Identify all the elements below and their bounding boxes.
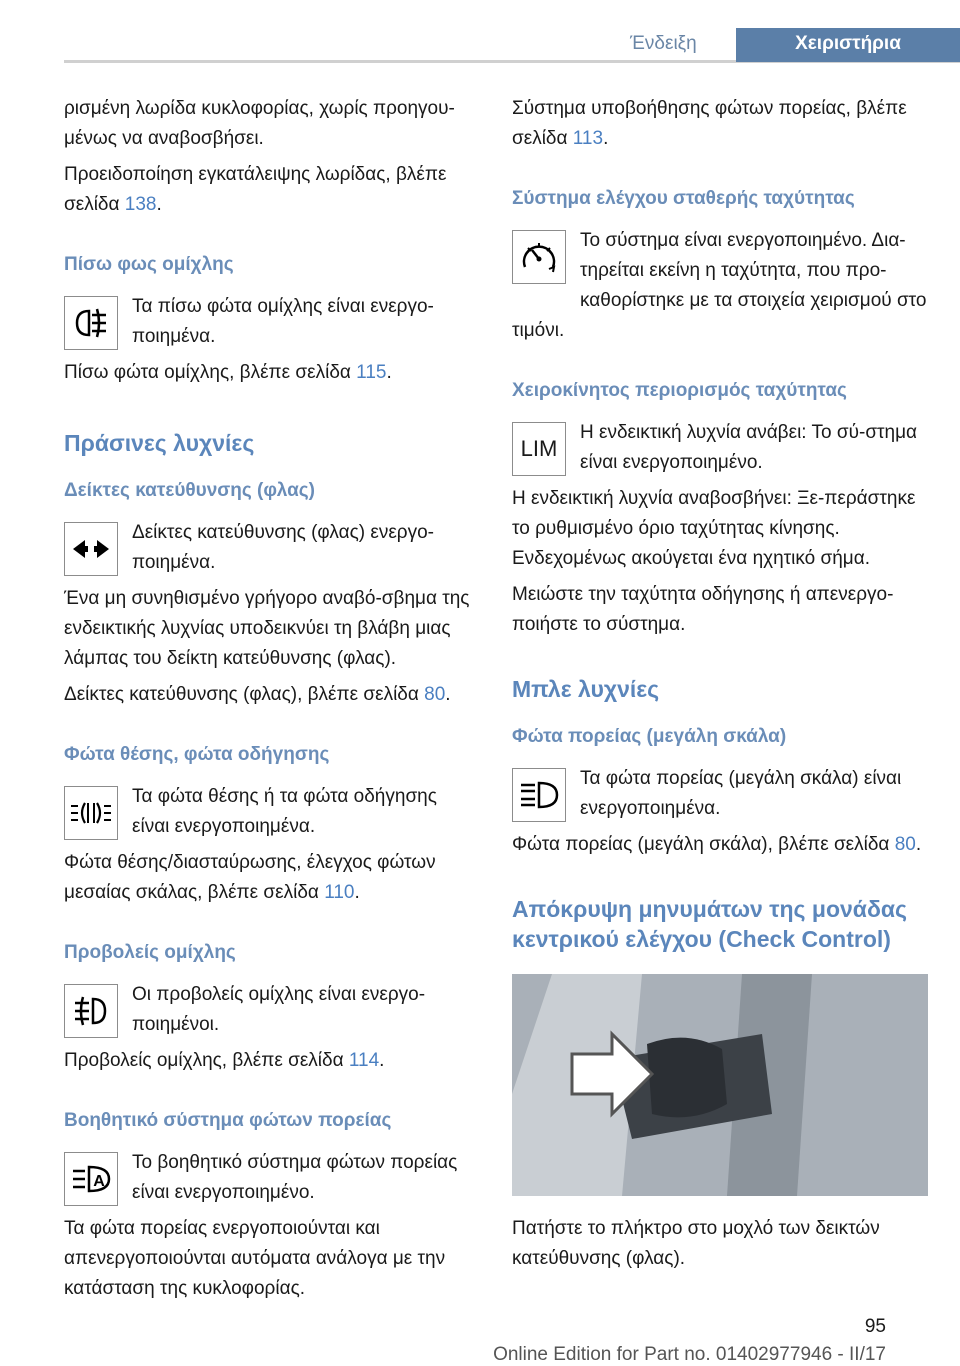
paragraph: Μειώστε την ταχύτητα οδήγησης ή απενεργο-ποιήστε το σύστημα. <box>512 584 894 635</box>
paragraph: Η ενδεικτική λυχνία ανάβει: Το σύ-στημα είναι ενεργοποιημένο. <box>580 422 918 473</box>
cruise-control-icon <box>512 230 566 284</box>
paragraph: ρισμένη λωρίδα κυκλοφορίας, χωρίς προηγου-μένως να αναβοσβήσει. <box>64 98 455 149</box>
paragraph: Πίσω φώτα ομίχλης, βλέπε σελίδα 115. <box>64 362 392 383</box>
paragraph: Το σύστημα είναι ενεργοποιημένο. Δια-τηρείται εκείνη η ταχύτητα, που προ-καθορίστηκε με τα στοιχεία χειρισμού στο τιμόνι. <box>512 230 927 341</box>
section-heading: Βοηθητικό σύστημα φώτων πορείας <box>64 1110 392 1131</box>
right-column <box>512 94 928 1280</box>
paragraph: Τα πίσω φώτα ομίχλης είναι ενεργο-ποιημένα. <box>132 296 434 347</box>
group-heading: Πράσινες λυχνίες <box>64 430 255 456</box>
paragraph: Φώτα πορείας (μεγάλη σκάλα), βλέπε σελίδα 80. <box>512 834 922 855</box>
tab-controls[interactable]: Χειριστήρια <box>736 28 960 62</box>
section-heading: Χειροκίνητος περιορισμός ταχύτητας <box>512 380 847 401</box>
speed-limiter-icon <box>512 422 566 476</box>
page-link[interactable]: 115 <box>356 362 387 383</box>
section-heading: Πίσω φως ομίχλης <box>64 254 234 275</box>
rear-fog-light-icon <box>64 296 118 350</box>
paragraph: Φώτα θέσης/διασταύρωσης, έλεγχος φώτων μεσαίας σκάλας, βλέπε σελίδα 110. <box>64 852 436 903</box>
turn-signal-icon <box>64 522 118 576</box>
parking-light-icon <box>64 786 118 840</box>
section-heading: Σύστημα ελέγχου σταθερής ταχύτητας <box>512 188 855 209</box>
paragraph: Προειδοποίηση εγκατάλειψης λωρίδας, βλέπε σελίδα 138. <box>64 164 447 215</box>
page-link[interactable]: 114 <box>348 1050 380 1071</box>
page-header <box>64 28 960 62</box>
page-link[interactable]: 80 <box>894 834 916 855</box>
speed-limiter-label: LIM <box>520 436 558 461</box>
high-beam-assistant-icon <box>64 1152 118 1206</box>
paragraph: Τα φώτα πορείας ενεργοποιούνται και απενεργοποιούνται αυτόματα ανάλογα με την κατάσταση της κυκλοφορίας. <box>64 1218 446 1299</box>
paragraph: Ένα μη συνηθισμένο γρήγορο αναβό-σβημα της ενδεικτικής λυχνίας υποδεικνύει τη βλάβη μιας λάμπας του δείκτη κατεύθυνσης (φλας). <box>64 588 470 669</box>
caption: Πατήστε το πλήκτρο στο μοχλό των δεικτών κατεύθυνσης (φλας). <box>512 1218 880 1269</box>
page-link[interactable]: 138 <box>124 194 157 215</box>
group-heading: Μπλε λυχνίες <box>512 676 660 702</box>
high-beam-icon <box>512 768 566 822</box>
paragraph: Δείκτες κατεύθυνσης (φλας) ενεργο-ποιημένα. <box>132 522 434 573</box>
paragraph: Σύστημα υποβοήθησης φώτων πορείας, βλέπε σελίδα 113. <box>512 98 907 149</box>
edition-note: Online Edition for Part no. 01402977946 - II/17 <box>493 1344 886 1365</box>
front-fog-light-icon <box>64 984 118 1038</box>
left-column <box>64 94 478 1310</box>
paragraph: Οι προβολείς ομίχλης είναι ενεργο-ποιημένοι. <box>132 984 426 1035</box>
paragraph: Προβολείς ομίχλης, βλέπε σελίδα 114. <box>64 1050 385 1071</box>
section-heading: Φώτα θέσης, φώτα οδήγησης <box>64 744 330 765</box>
turn-signal-stalk-button-illustration <box>512 974 928 1196</box>
section-heading: Φώτα πορείας (μεγάλη σκάλα) <box>512 726 787 747</box>
svg-text:A: A <box>93 1173 105 1190</box>
page-link[interactable]: 110 <box>324 882 355 903</box>
page-link[interactable]: 113 <box>572 128 604 149</box>
paragraph: Δείκτες κατεύθυνσης (φλας), βλέπε σελίδα 80. <box>64 684 451 705</box>
paragraph: Η ενδεικτική λυχνία αναβοσβήνει: Ξε-περάστηκε το ρυθμισμένο όριο ταχύτητας κίνησης. Ενδεχομένως ακούγεται ένα ηχητικό σήμα. <box>512 488 916 569</box>
section-heading: Δείκτες κατεύθυνσης (φλας) <box>64 480 315 501</box>
section-title: Απόκρυψη μηνυμάτων της μονάδας κεντρικού ελέγχου (Check Control) <box>512 896 907 952</box>
section-heading: Προβολείς ομίχλης <box>64 942 236 963</box>
paragraph: Τα φώτα θέσης ή τα φώτα οδήγησης είναι ενεργοποιημένα. <box>132 786 437 837</box>
paragraph: Τα φώτα πορείας (μεγάλη σκάλα) είναι ενεργοποιημένα. <box>580 768 902 819</box>
paragraph: Το βοηθητικό σύστημα φώτων πορείας είναι ενεργοποιημένο. <box>132 1152 458 1203</box>
tab-index[interactable]: Ένδειξη <box>630 33 697 54</box>
page-link[interactable]: 80 <box>424 684 446 705</box>
page-number: 95 <box>864 1316 886 1337</box>
